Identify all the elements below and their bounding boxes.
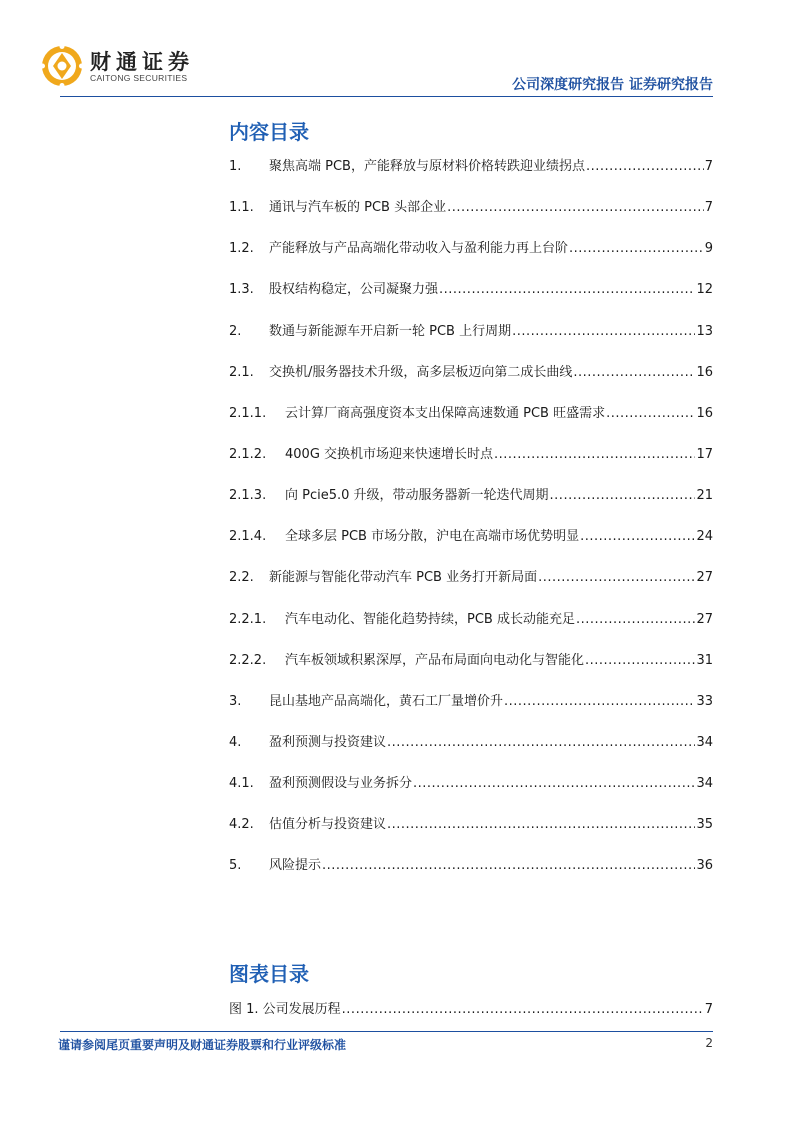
toc-entry[interactable] xyxy=(229,651,713,692)
figure-toc-list xyxy=(229,1000,713,1041)
toc-entry-number: 1.1. xyxy=(229,200,254,216)
toc-entry[interactable] xyxy=(229,856,713,897)
toc-dot-leader xyxy=(606,404,695,424)
toc-entry[interactable] xyxy=(229,157,713,198)
toc-entry-number: 2.2.2. xyxy=(229,652,267,668)
toc-entry-number: 4.2. xyxy=(229,817,254,833)
toc-dot-leader xyxy=(538,568,695,588)
toc-entry-number: 1. xyxy=(229,159,242,174)
toc-entry-number: 2. xyxy=(229,323,242,339)
toc-entry-title[interactable]: 400G 交换机市场迎来快速增长时点 xyxy=(285,446,494,462)
toc-entry-page: 9 xyxy=(704,241,713,257)
toc-title: 内容目录 xyxy=(229,120,309,144)
toc-entry-number: 1.3. xyxy=(229,282,254,298)
toc-entry[interactable] xyxy=(229,198,713,239)
toc-entry-number: 2.1.4. xyxy=(229,529,267,545)
toc-dot-leader xyxy=(576,610,695,630)
toc-dot-leader xyxy=(439,280,695,300)
toc-entry-page: 16 xyxy=(696,405,713,421)
toc-entry-page: 27 xyxy=(696,611,713,627)
toc-entry-title[interactable]: 向 Pcie5.0 升级，带动服务器新一轮迭代周期 xyxy=(285,488,549,504)
toc-entry-title[interactable]: 数通与新能源车开启新一轮 PCB 上行周期 xyxy=(269,323,512,339)
figure-toc-title: 图表目录 xyxy=(229,962,309,986)
toc-dot-leader xyxy=(585,651,695,671)
toc-dot-leader xyxy=(447,198,704,218)
toc-entry-number: 2.2.1. xyxy=(229,611,267,627)
toc-dot-leader xyxy=(512,322,695,342)
toc-entry-number: 4.1. xyxy=(229,776,254,792)
toc-entry-title[interactable]: 交换机/服务器技术升级，高多层板迈向第二成长曲线 xyxy=(269,364,573,380)
logo-chinese-name: 财通证券 xyxy=(90,49,194,74)
toc-entry-title[interactable]: 聚焦高端 PCB，产能释放与原材料价格转跌迎业绩拐点 xyxy=(269,159,585,174)
toc-entry-number: 2.1.3. xyxy=(229,488,267,504)
toc-entry-title[interactable]: 股权结构稳定，公司凝聚力强 xyxy=(269,282,439,298)
toc-entry[interactable] xyxy=(229,363,713,404)
footer-divider xyxy=(60,1031,713,1032)
toc-entry[interactable] xyxy=(229,527,713,568)
toc-entry-title[interactable]: 新能源与智能化带动汽车 PCB 业务打开新局面 xyxy=(269,570,538,586)
toc-entry-page: 12 xyxy=(696,282,713,298)
figure-entry-page: 7 xyxy=(704,1002,713,1017)
toc-entry[interactable] xyxy=(229,486,713,527)
toc-dot-leader xyxy=(504,692,695,712)
toc-dot-leader xyxy=(573,363,695,383)
toc-entry-number: 1.2. xyxy=(229,241,254,257)
toc-entry-number: 5. xyxy=(229,858,242,874)
toc-entry-number: 2.1.2. xyxy=(229,446,267,462)
toc-entry[interactable] xyxy=(229,404,713,445)
toc-entry-title[interactable]: 产能释放与产品高端化带动收入与盈利能力再上台阶 xyxy=(269,241,569,257)
toc-entry-page: 31 xyxy=(696,652,713,668)
toc-entry-title[interactable]: 昆山基地产品高端化，黄石工厂量增价升 xyxy=(269,693,504,709)
toc-entry-page: 24 xyxy=(696,529,713,545)
report-type-header: 公司深度研究报告 证券研究报告 xyxy=(512,77,713,93)
toc-entry-page: 17 xyxy=(696,446,713,462)
toc-entry-number: 2.1.1. xyxy=(229,405,267,421)
toc-entry-page: 33 xyxy=(696,693,713,709)
toc-list xyxy=(229,157,713,898)
figure-entry-title[interactable]: 图 1. 公司发展历程 xyxy=(229,1002,341,1017)
toc-entry-page: 7 xyxy=(704,159,713,174)
toc-dot-leader xyxy=(387,733,695,753)
toc-entry[interactable] xyxy=(229,774,713,815)
toc-entry-number: 4. xyxy=(229,734,242,750)
toc-entry[interactable] xyxy=(229,610,713,651)
toc-entry[interactable] xyxy=(229,815,713,856)
header-divider xyxy=(60,96,713,97)
company-logo xyxy=(40,44,200,88)
toc-entry[interactable] xyxy=(229,445,713,486)
toc-dot-leader xyxy=(494,445,695,465)
toc-entry[interactable] xyxy=(229,692,713,733)
toc-entry-page: 7 xyxy=(704,200,713,216)
toc-entry[interactable] xyxy=(229,280,713,321)
toc-entry-number: 2.1. xyxy=(229,364,254,380)
toc-entry-page: 36 xyxy=(696,858,713,874)
toc-entry-page: 16 xyxy=(696,364,713,380)
toc-entry-page: 34 xyxy=(696,734,713,750)
toc-dot-leader xyxy=(550,486,696,506)
toc-dot-leader xyxy=(413,774,695,794)
toc-dot-leader xyxy=(322,856,695,876)
toc-entry-title[interactable]: 汽车电动化、智能化趋势持续，PCB 成长动能充足 xyxy=(285,611,575,627)
toc-entry-title[interactable]: 通讯与汽车板的 PCB 头部企业 xyxy=(269,200,447,216)
toc-entry-title[interactable]: 云计算厂商高强度资本支出保障高速数通 PCB 旺盛需求 xyxy=(285,405,606,421)
toc-dot-leader xyxy=(580,527,695,547)
toc-entry-number: 3. xyxy=(229,693,242,709)
figure-toc-entry[interactable] xyxy=(229,1000,713,1041)
disclaimer-link[interactable]: 谨请参阅尾页重要声明及财通证券股票和行业评级标准 xyxy=(58,1038,347,1052)
toc-entry-number: 2.2. xyxy=(229,570,254,586)
toc-entry[interactable] xyxy=(229,239,713,280)
toc-entry-title[interactable]: 盈利预测与投资建议 xyxy=(269,734,387,750)
toc-entry-page: 34 xyxy=(696,776,713,792)
toc-dot-leader xyxy=(387,815,695,835)
toc-entry-title[interactable]: 风险提示 xyxy=(269,858,322,874)
toc-entry-page: 21 xyxy=(696,488,713,504)
toc-entry[interactable] xyxy=(229,568,713,609)
toc-entry[interactable] xyxy=(229,322,713,363)
toc-dot-leader xyxy=(569,239,704,259)
toc-entry[interactable] xyxy=(229,733,713,774)
caitong-logo-icon xyxy=(40,44,84,88)
toc-entry-title[interactable]: 盈利预测假设与业务拆分 xyxy=(269,776,413,792)
toc-entry-title[interactable]: 全球多层 PCB 市场分散，沪电在高端市场优势明显 xyxy=(285,529,580,545)
logo-english-name: CAITONG SECURITIES xyxy=(90,73,188,83)
toc-dot-leader xyxy=(586,157,704,177)
page-number: 2 xyxy=(705,1036,713,1050)
toc-entry-title[interactable]: 汽车板领域积累深厚，产品布局面向电动化与智能化 xyxy=(285,652,585,668)
toc-entry-page: 35 xyxy=(696,817,713,833)
toc-entry-page: 27 xyxy=(696,570,713,586)
figure-dot-leader xyxy=(342,1000,704,1020)
toc-entry-title[interactable]: 估值分析与投资建议 xyxy=(269,817,387,833)
toc-entry-page: 13 xyxy=(696,323,713,339)
